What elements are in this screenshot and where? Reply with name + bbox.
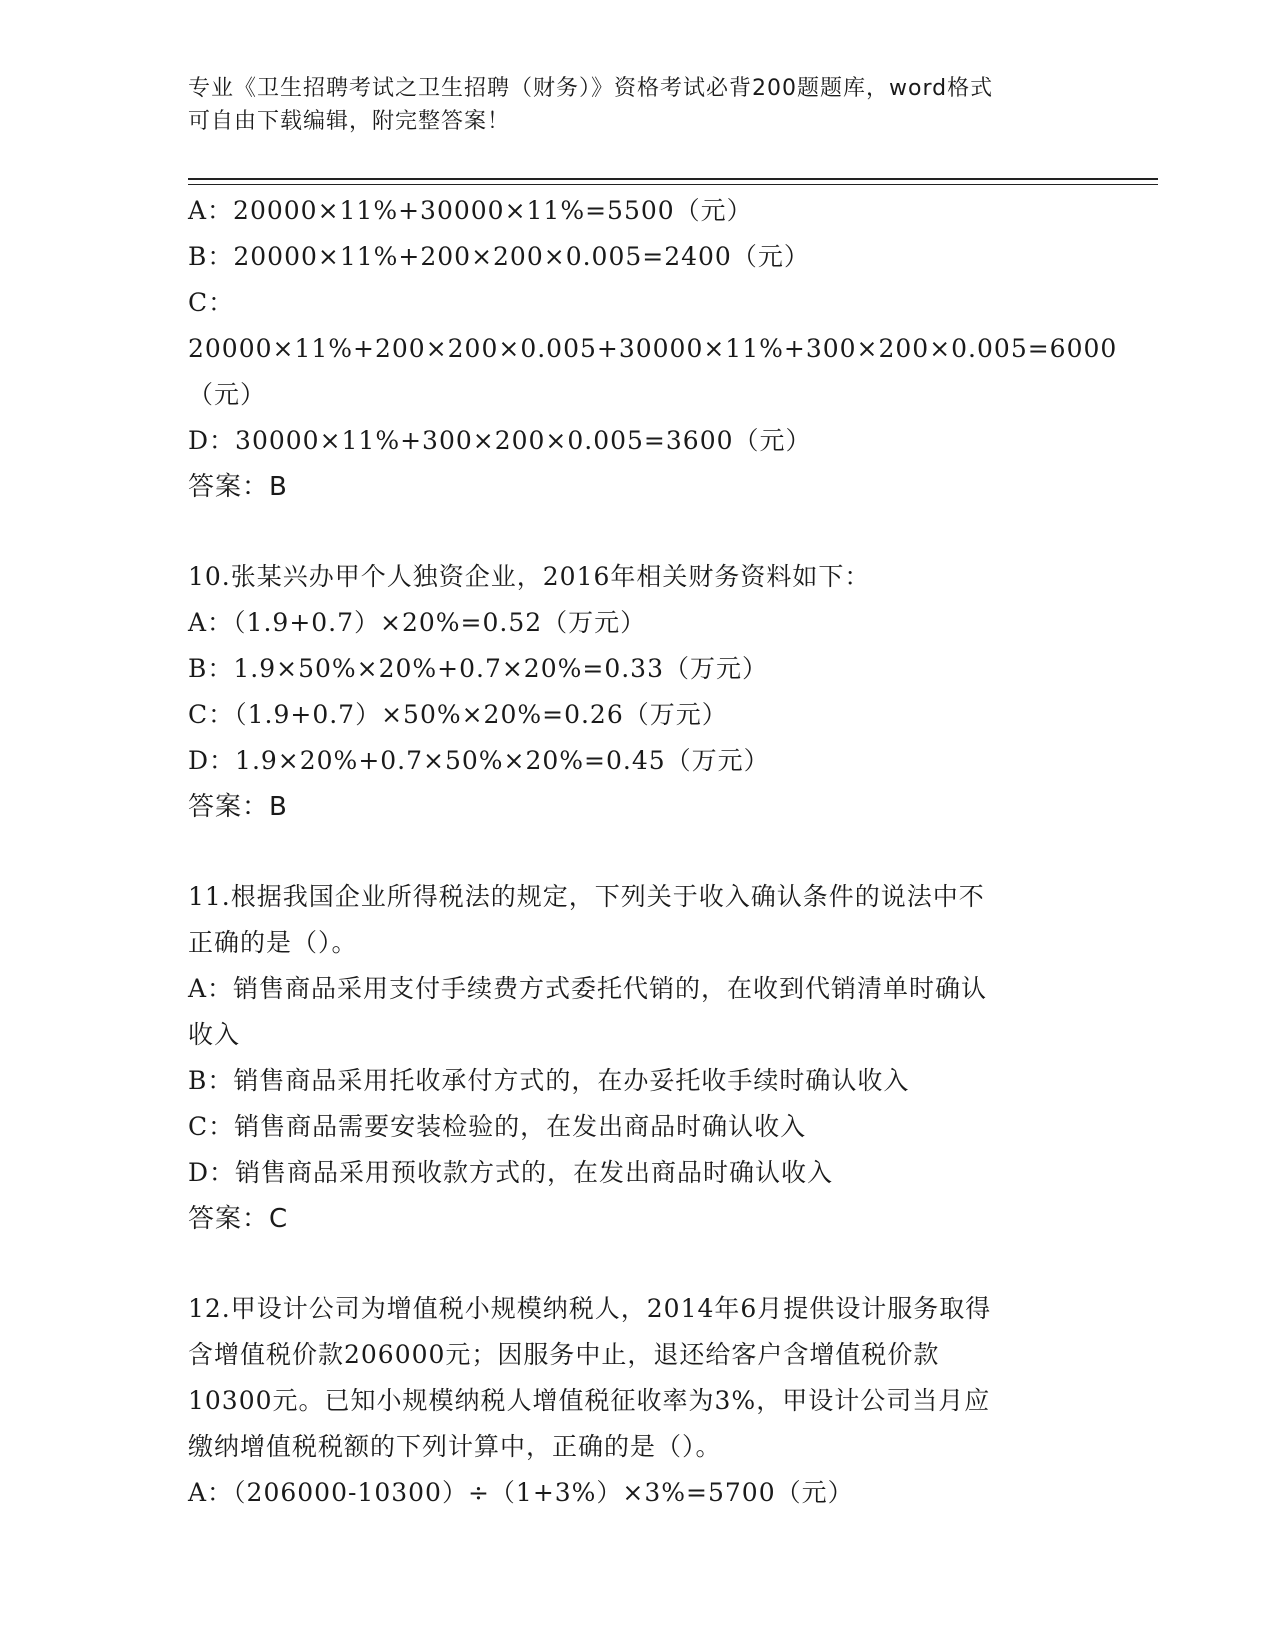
option-a: A：销售商品采用支付手续费方式委托代销的，在收到代销清单时确认 <box>188 974 988 1003</box>
header-divider-thick <box>188 178 1158 180</box>
question-12 <box>188 1286 1088 1516</box>
question-stem-continued: 缴纳增值税税额的下列计算中，正确的是（）。 <box>188 1432 722 1461</box>
option-c-continued: （元） <box>188 380 267 409</box>
option-b: B：销售商品采用托收承付方式的，在办妥托收手续时确认收入 <box>188 1066 910 1095</box>
question-9-options <box>188 188 1118 510</box>
spacer <box>188 830 1088 874</box>
header-title-line-2: 可自由下载编辑，附完整答案！ <box>188 109 511 134</box>
option-a: A：20000×11%+30000×11%=5500（元） <box>188 196 753 225</box>
header-title-line-1: 专业《卫生招聘考试之卫生招聘（财务）》资格考试必背200题题库，word格式 <box>188 76 994 101</box>
question-stem: 10.张某兴办甲个人独资企业，2016年相关财务资料如下： <box>188 562 871 591</box>
option-a: A：（206000-10300）÷（1+3%）×3%=5700（元） <box>188 1478 854 1507</box>
question-stem-continued: 10300元。已知小规模纳税人增值税征收率为3%，甲设计公司当月应 <box>188 1386 991 1415</box>
answer-label: 答案：B <box>188 792 288 822</box>
question-10 <box>188 554 1088 830</box>
question-stem-continued: 正确的是（）。 <box>188 928 358 957</box>
option-a-continued: 收入 <box>188 1020 241 1049</box>
spacer <box>188 510 1088 554</box>
answer-label: 答案：B <box>188 472 288 502</box>
option-b: B：1.9×50%×20%+0.7×20%=0.33（万元） <box>188 654 768 683</box>
option-d: D：1.9×20%+0.7×50%×20%=0.45（万元） <box>188 746 770 775</box>
question-content <box>188 188 1118 1516</box>
question-stem: 12.甲设计公司为增值税小规模纳税人，2014年6月提供设计服务取得 <box>188 1294 992 1323</box>
option-d: D：销售商品采用预收款方式的，在发出商品时确认收入 <box>188 1158 834 1187</box>
question-stem-continued: 含增值税价款206000元；因服务中止，退还给客户含增值税价款 <box>188 1340 940 1369</box>
option-c: C：20000×11%+200×200×0.005+30000×11%+300×200×0.005=6000 <box>188 288 1118 363</box>
option-a: A：（1.9+0.7）×20%=0.52（万元） <box>188 608 647 637</box>
document-header <box>188 72 1088 138</box>
spacer <box>188 1242 1088 1286</box>
option-c: C：（1.9+0.7）×50%×20%=0.26（万元） <box>188 700 728 729</box>
question-11 <box>188 874 1088 1242</box>
answer-label: 答案：C <box>188 1204 289 1234</box>
header-divider-thin <box>188 184 1158 185</box>
question-stem: 11.根据我国企业所得税法的规定，下列关于收入确认条件的说法中不 <box>188 882 985 911</box>
option-d: D：30000×11%+300×200×0.005=3600（元） <box>188 426 812 455</box>
option-b: B：20000×11%+200×200×0.005=2400（元） <box>188 242 810 271</box>
option-c: C：销售商品需要安装检验的，在发出商品时确认收入 <box>188 1112 807 1141</box>
